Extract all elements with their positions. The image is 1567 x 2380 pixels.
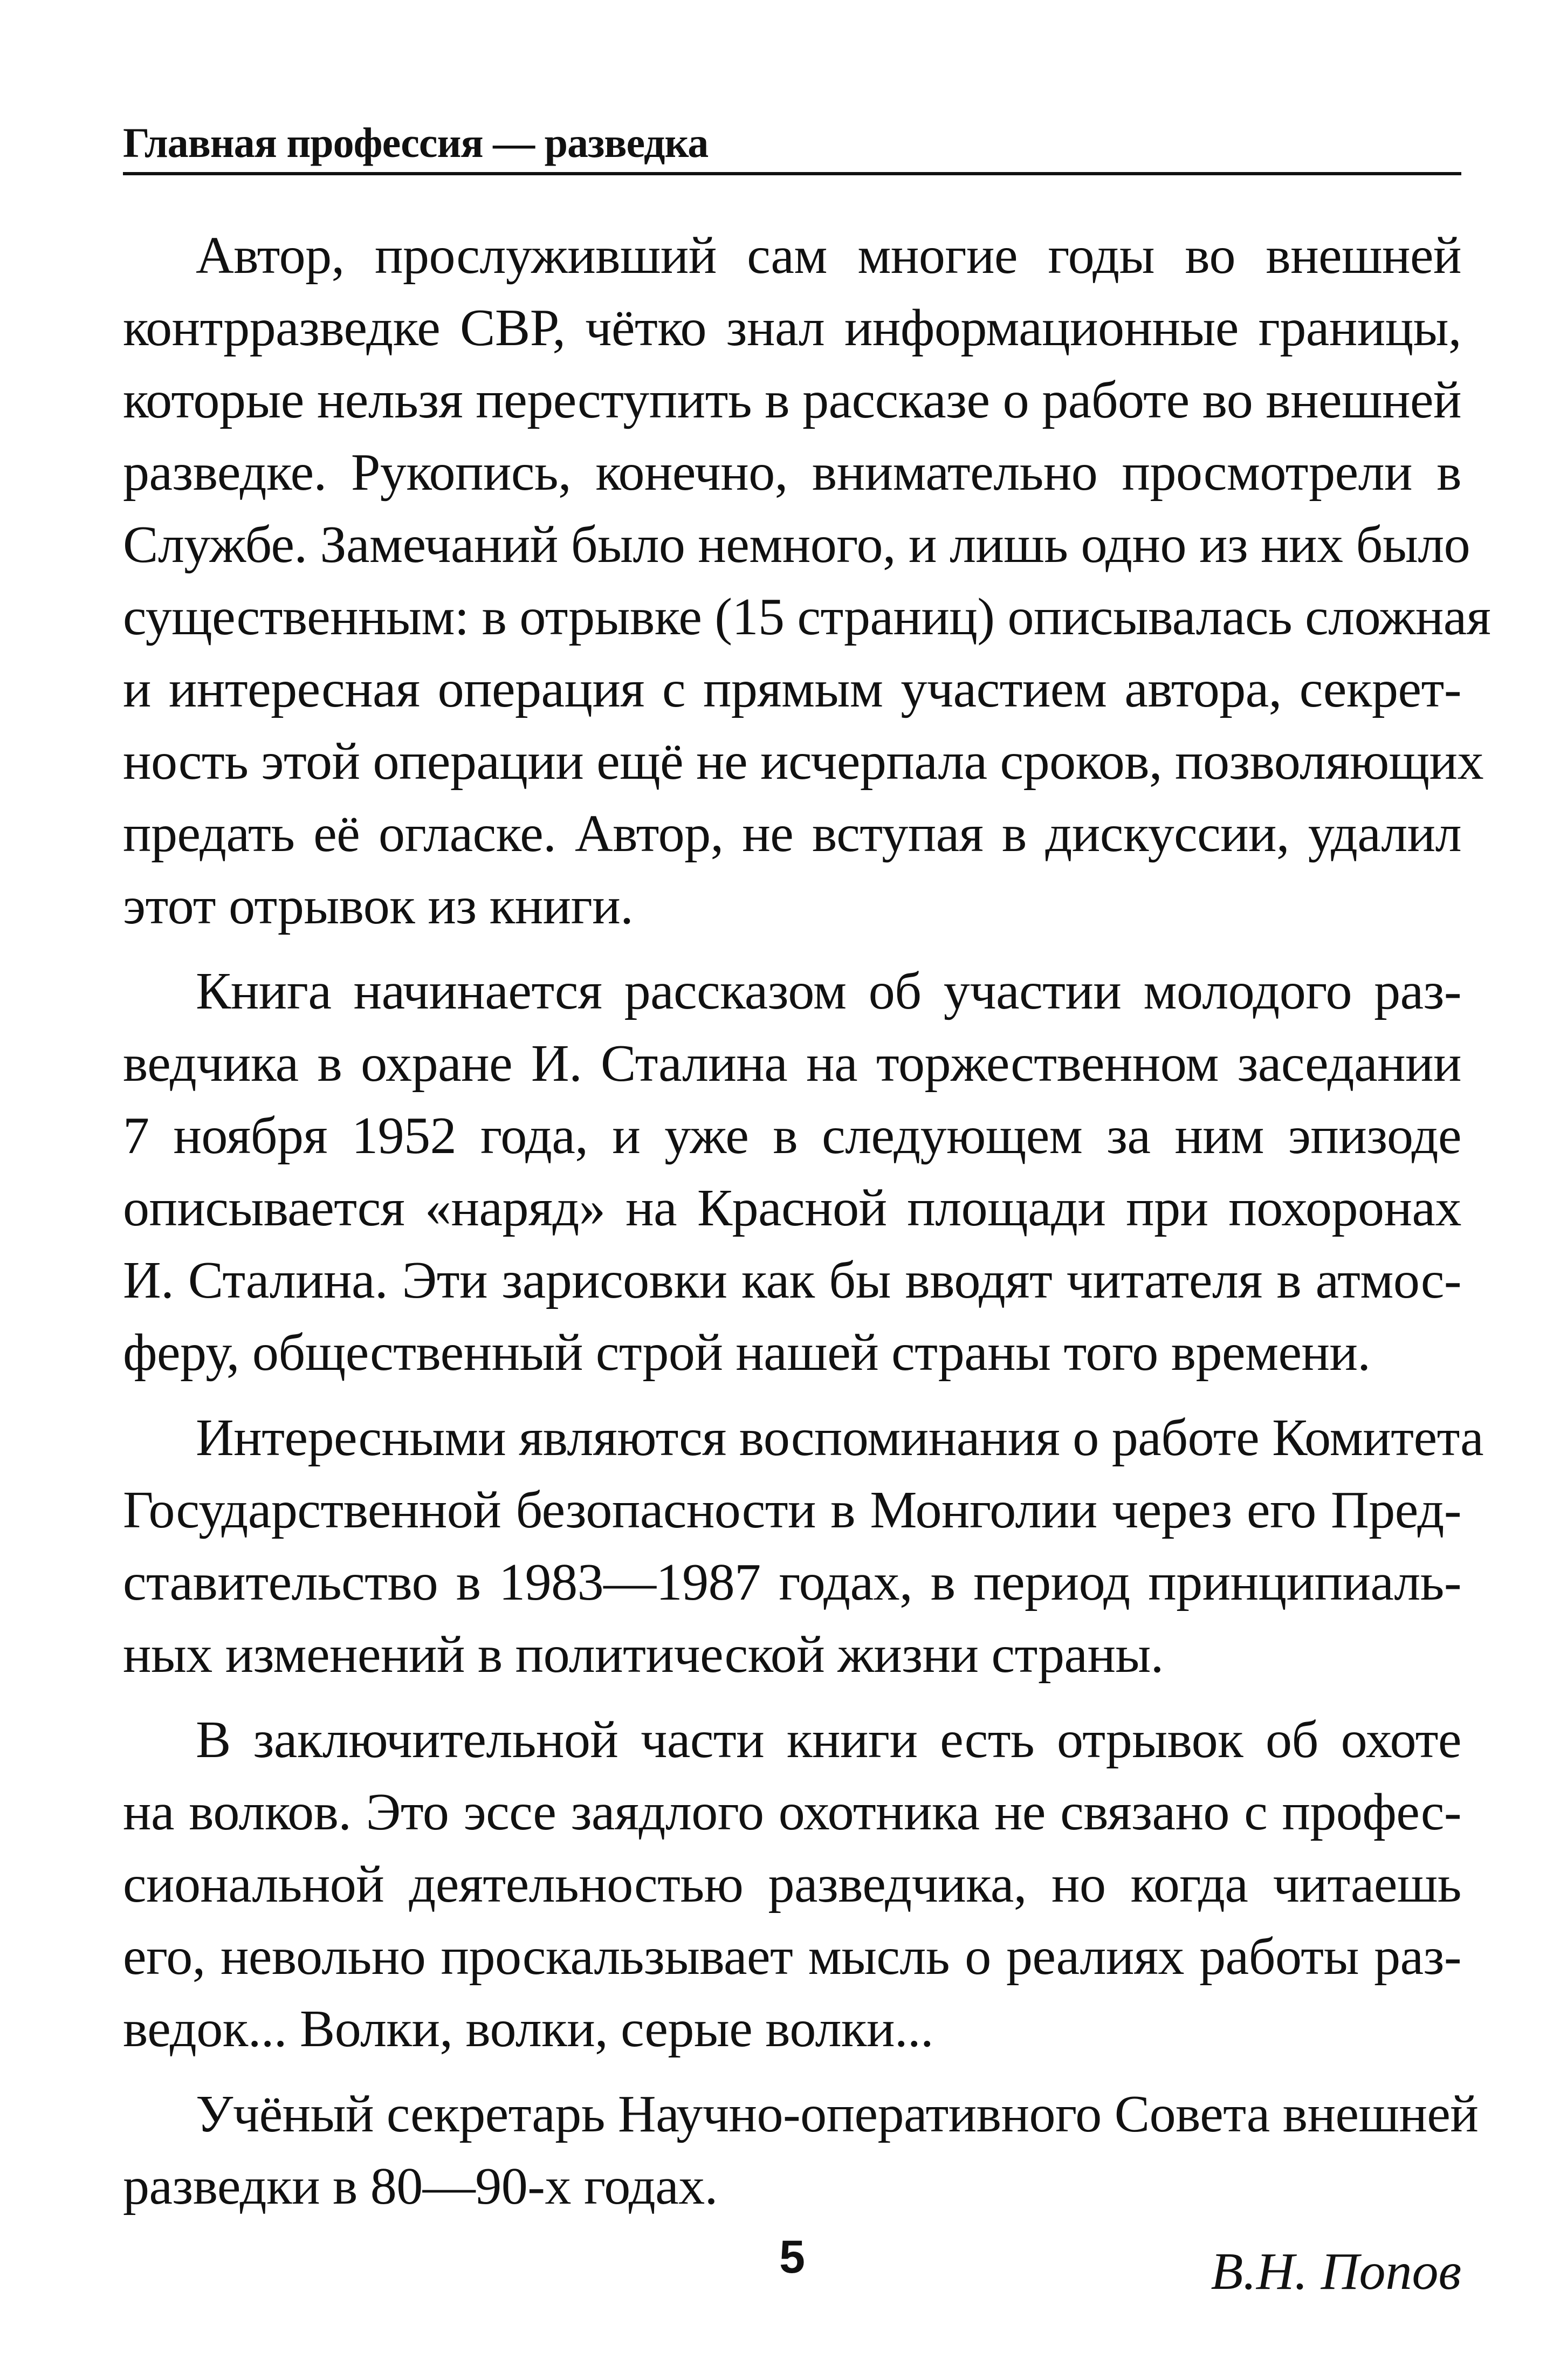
text-line: Государственной безопасности в Монголии через его Пред- <box>123 1481 1461 1539</box>
text-line: и интересная операция с прямым участием автора, секрет- <box>123 660 1461 718</box>
text-line: на волков. Это эссе заядлого охотника не связано с профес- <box>123 1783 1461 1841</box>
paragraph-book-start <box>123 955 1461 1389</box>
running-header: Главная профессия — разведка <box>123 119 709 166</box>
page-number: 5 <box>779 2231 805 2283</box>
text-line: Учёный секретарь Научно-оперативного Совета внешней <box>196 2085 1479 2143</box>
text-line: Книга начинается рассказом об участии молодого раз- <box>196 962 1461 1020</box>
text-line: ведок... Волки, волки, серые волки... <box>123 2000 933 2058</box>
text-line: 7 ноября 1952 года, и уже в следующем за ним эпизоде <box>123 1107 1461 1165</box>
text-line: ных изменений в политической жизни страны. <box>123 1625 1164 1684</box>
text-line: описывается «наряд» на Красной площади при похоронах <box>123 1179 1461 1237</box>
text-line: Интересными являются воспоминания о работе Комитета <box>196 1409 1484 1467</box>
text-line: его, невольно проскальзывает мысль о реалиях работы раз- <box>123 1928 1461 1986</box>
text-line: Службе. Замечаний было немного, и лишь одно из них было <box>123 516 1470 574</box>
body-text <box>123 220 1491 2308</box>
paragraph-wolves <box>123 1704 1461 2065</box>
text-line: которые нельзя переступить в рассказе о работе во внешней <box>123 371 1461 429</box>
text-line: существенным: в отрывке (15 страниц) описывалась сложная <box>123 588 1491 646</box>
text-line: феру, общественный строй нашей страны того времени. <box>123 1323 1371 1382</box>
text-line: разведки в 80—90-х годах. <box>123 2157 718 2216</box>
text-line: предать её огласке. Автор, не вступая в дискуссии, удалил <box>123 805 1461 863</box>
text-line: контрразведке СВР, чётко знал информационные границы, <box>123 299 1461 357</box>
text-line: ведчика в охране И. Сталина на торжественном заседании <box>123 1034 1461 1093</box>
text-line: Автор, прослуживший сам многие годы во внешней <box>196 227 1461 285</box>
paragraph-author-intro <box>123 220 1491 942</box>
paragraph-mongolia <box>123 1402 1484 1691</box>
signature: В.Н. Попов <box>1211 2242 1461 2301</box>
text-line: В заключительной части книги есть отрывок об охоте <box>196 1711 1461 1769</box>
header-rule <box>123 172 1461 175</box>
text-line: ставительство в 1983—1987 годах, в период принципиаль- <box>123 1553 1461 1611</box>
book-page <box>123 116 1491 2338</box>
text-line: этот отрывок из книги. <box>123 877 634 935</box>
text-line: И. Сталина. Эти зарисовки как бы вводят читателя в атмос- <box>123 1251 1461 1309</box>
text-line: ность этой операции ещё не исчерпала сроков, позволяющих <box>123 732 1484 791</box>
text-line: разведке. Рукопись, конечно, внимательно просмотрели в <box>123 443 1461 502</box>
paragraph-author-title <box>123 2078 1479 2223</box>
text-line: сиональной деятельностью разведчика, но когда читаешь <box>123 1855 1461 1913</box>
